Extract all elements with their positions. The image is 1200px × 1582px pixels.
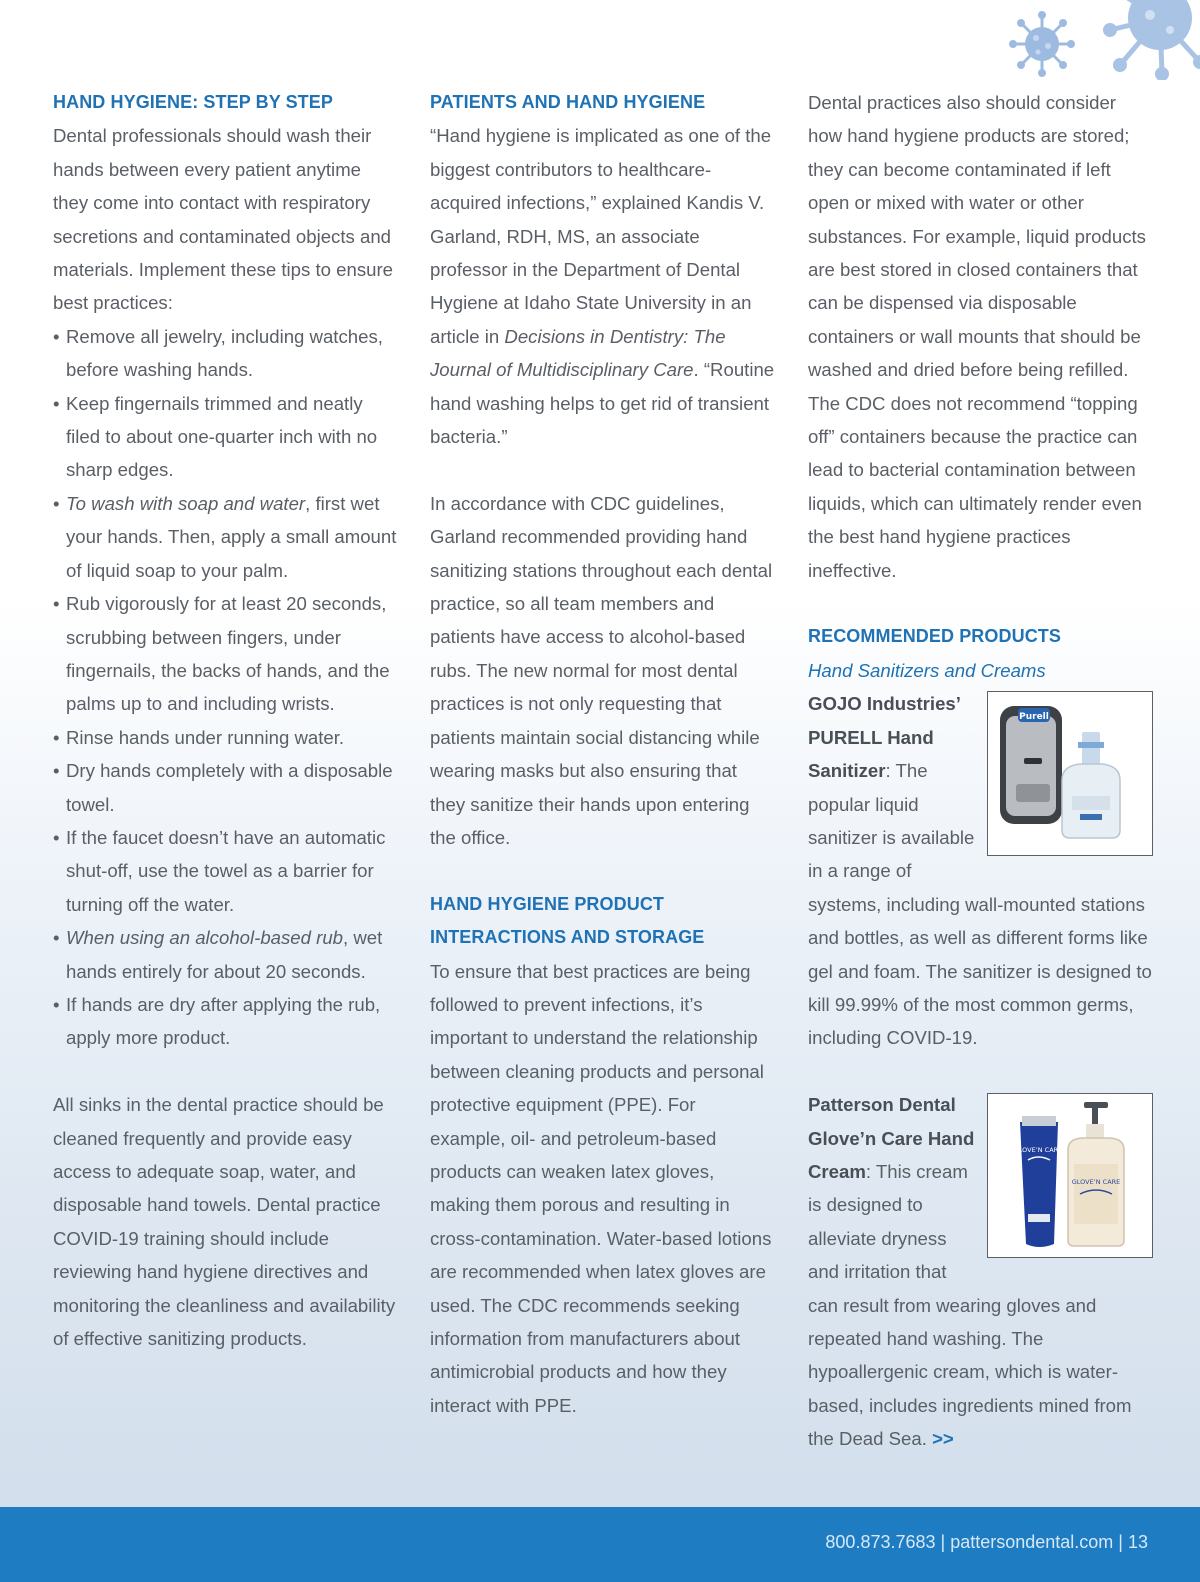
section-heading: HAND HYGIENE PRODUCT INTERACTIONS AND STORAGE [430, 893, 705, 948]
hand-cream-icon [988, 1094, 1151, 1256]
purell-logo-text: Purell [1019, 712, 1049, 723]
product-name: GOJO Industries’ PURELL Hand Sanitizer [808, 693, 960, 782]
quote-paragraph: “Hand hygiene is implicated as one of the biggest contributors to healthcare-acquired infections,” explained Kandis V. Garland, RDH, MS, an associate professor in the Department of Dental Hygiene at Idaho State University in an article in Decisions in Dentistry: The Journal of Multidisciplinary Care. “Routine hand washing helps to get rid of transient bacteria.” [430, 125, 775, 448]
glovencare-product-image [987, 1093, 1153, 1258]
column-1 [53, 86, 398, 1355]
storage-paragraph: To ensure that best practices are being followed to prevent infections, it’s important to understand the relationship between cleaning products and personal protective equipment (PPE). For example, oil- and petroleum-based products can weaken latex gloves, making them porous and resulting in cross-contamination. Water-based lotions are recommended when latex gloves are used. The CDC recommends seeking information from manufacturers about antimicrobial products and how they interact with PPE. [430, 960, 772, 1416]
list-item: • Keep fingernails trimmed and neatly filed to about one-quarter inch with no sharp edges. [53, 387, 398, 487]
closing-paragraph: All sinks in the dental practice should be cleaned frequently and provide easy access to adequate soap, water, and disposable hand towels. Dental practice COVID-19 training should include reviewing hand hygiene directives and monitoring the cleanliness and availability of effective sanitizing products. [53, 1094, 396, 1350]
storage-paragraph: Dental practices also should consider how hand hygiene products are stored; they can become contaminated if left open or mixed with water or other substances. For example, liquid products are best stored in closed containers that can be dispensed via disposable containers or wall mounts that should be washed and dried before being refilled. The CDC does not recommend “topping off” containers because the practice can lead to bacterial contamination between liquids, which can ultimately render even the best hand hygiene practices ineffective. [808, 92, 1146, 581]
section-heading: HAND HYGIENE: STEP BY STEP [53, 92, 333, 112]
purell-product-image [987, 691, 1153, 856]
intro-paragraph: Dental professionals should wash their hands between every patient anytime they come into contact with respiratory secretions and contaminated objects and materials. Implement these tips to ensure best practices: [53, 125, 394, 314]
section-heading: PATIENTS AND HAND HYGIENE [430, 92, 706, 112]
glovencare-tube-label: GLOVE’N CARE [1013, 1146, 1063, 1155]
column-2 [430, 86, 775, 1422]
product-purell: Purell GOJO Industries’ PURELL Hand Sanitizer: The popular liquid sanitizer is available in a range of systems, including wall-mounted stations and bottles, as well as different forms like gel and foam. The sanitizer is designed to kill 99.99% of the most common germs, including COVID-19. [808, 693, 1152, 1049]
glovencare-bottle-label: GLOVE’N CARE [1071, 1178, 1121, 1187]
list-item: • Dry hands completely with a disposable towel. [53, 754, 398, 821]
guidelines-paragraph: In accordance with CDC guidelines, Garland recommended providing hand sanitizing stations throughout each dental practice, so all team members and patients have access to alcohol-based rubs. The new normal for most dental practices is not only requesting that patients maintain social distancing while wearing masks but also ensuring that they sanitize their hands upon entering the office. [430, 492, 773, 848]
footer-contact: 800.873.7683 | pattersondental.com | 13 [825, 1532, 1148, 1552]
column-3 [808, 86, 1153, 1456]
list-item: • If hands are dry after applying the rub, apply more product. [53, 988, 398, 1055]
list-item: • To wash with soap and water, first wet your hands. Then, apply a small amount of liquid soap to your palm. [53, 487, 398, 587]
list-item: • Rub vigorously for at least 20 seconds, scrubbing between fingers, under fingernails, the backs of hands, and the palms up to and including wrists. [53, 587, 398, 721]
journal-title: Decisions in Dentistry: The Journal of Multidisciplinary Care [430, 325, 726, 381]
list-item: • When using an alcohol-based rub, wet hands entirely for about 20 seconds. [53, 921, 398, 988]
product-name: Patterson Dental Glove’n Care Hand Cream [808, 1094, 975, 1182]
hygiene-steps-list [53, 320, 398, 1055]
footer-bar [0, 1507, 1200, 1582]
list-item: • Rinse hands under running water. [53, 721, 398, 754]
continue-link[interactable]: >> [932, 1428, 954, 1450]
section-heading: RECOMMENDED PRODUCTS [808, 626, 1062, 647]
sanitizer-dispenser-icon [988, 692, 1151, 854]
list-item: • Remove all jewelry, including watches, before washing hands. [53, 320, 398, 387]
list-item: • If the faucet doesn’t have an automatic shut-off, use the towel as a barrier for turning off the water. [53, 821, 398, 921]
subheading: Hand Sanitizers and Creams [808, 659, 1046, 681]
virus-icon [1100, 0, 1200, 80]
virus-icon [1008, 10, 1076, 78]
product-glovencare: GLOVE’N CARE GLOVE’N CARE Patterson Dental Glove’n Care Hand Cream: This cream is designed to alleviate dryness and irritation that can result from wearing gloves and repeated hand washing. The hypoallergenic cream, which is water-based, includes ingredients mined from the Dead Sea. >> [808, 1088, 1153, 1455]
